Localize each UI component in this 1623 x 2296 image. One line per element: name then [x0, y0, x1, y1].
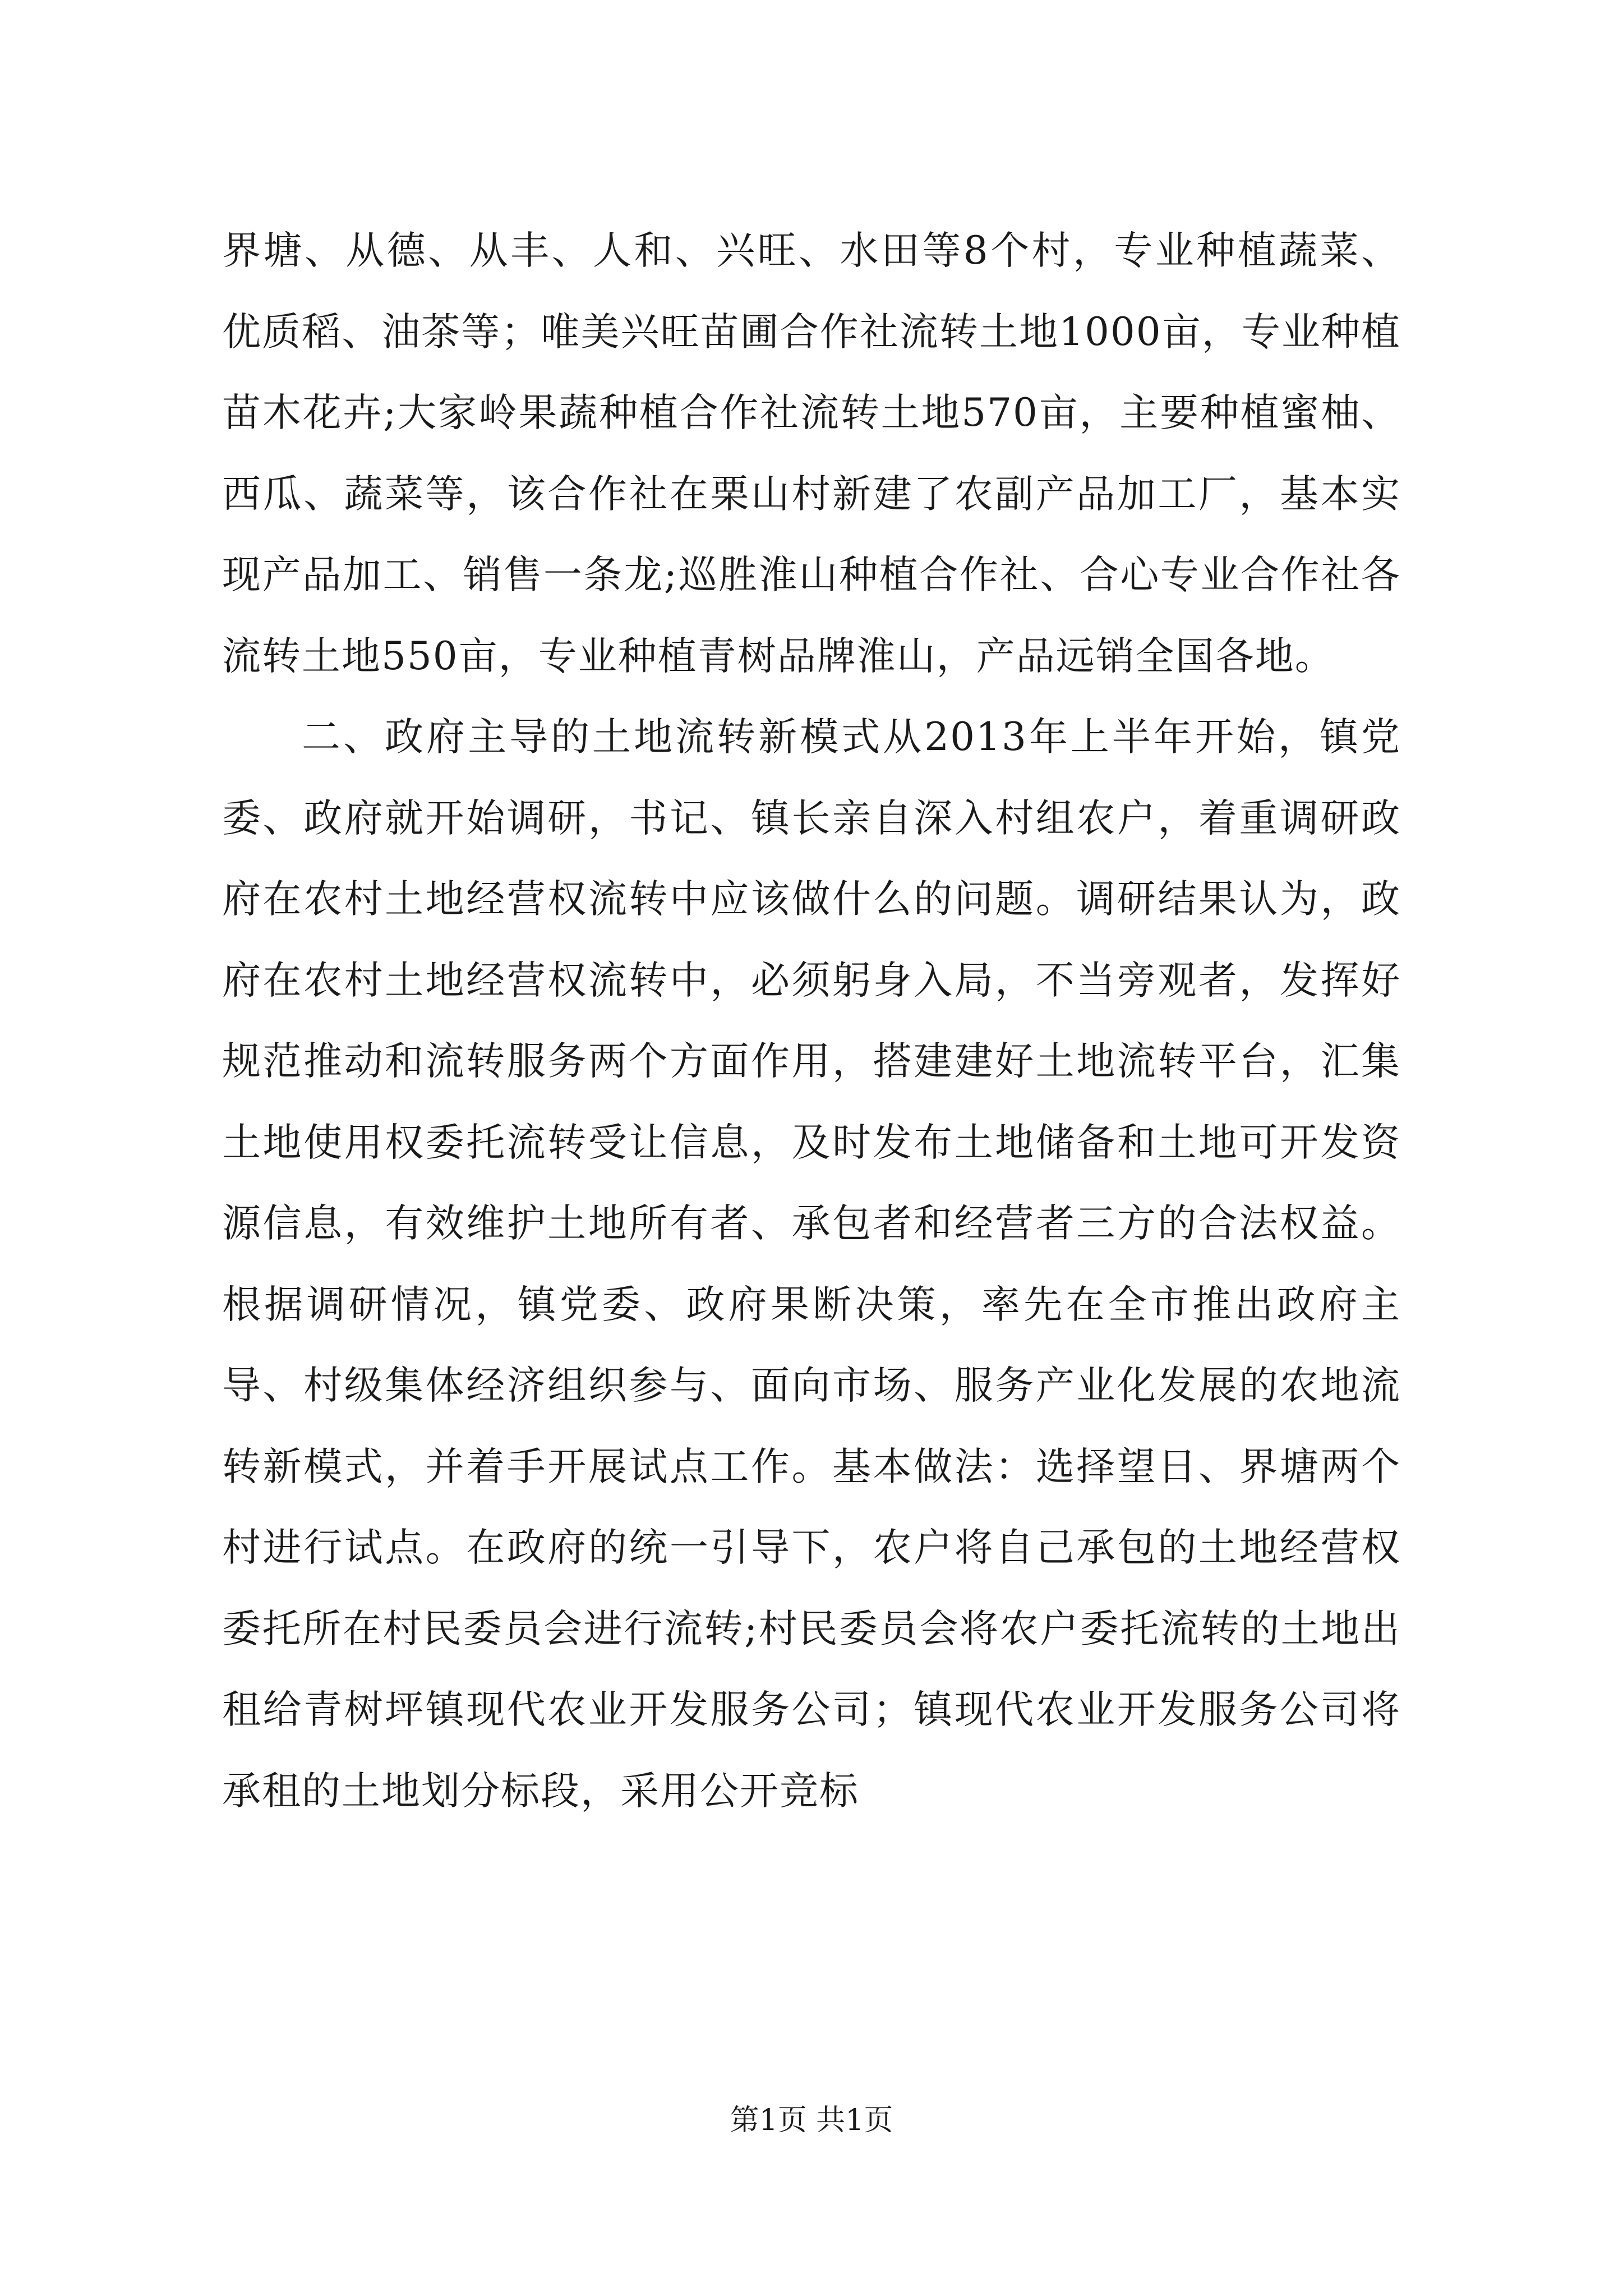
- paragraph-2: 二、政府主导的土地流转新模式从2013年上半年开始，镇党委、政府就开始调研，书记、镇长亲自深入村组农户，着重调研政府在农村土地经营权流转中应该做什么的问题。调研结果认为，政府在农村土地经营权流转中，必须躬身入局，不当旁观者，发挥好规范推动和流转服务两个方面作用，搭建建好土地流转平台，汇集土地使用权委托流转受让信息，及时发布土地储备和土地可开发资源信息，有效维护土地所有者、承包者和经营者三方的合法权益。根据调研情况，镇党委、政府果断决策，率先在全市推出政府主导、村级集体经济组织参与、面向市场、服务产业化发展的农地流转新模式，并着手开展试点工作。基本做法：选择望日、界塘两个村进行试点。在政府的统一引导下，农户将自己承包的土地经营权委托所在村民委员会进行流转;村民委员会将农户委托流转的土地出租给青树坪镇现代农业开发服务公司；镇现代农业开发服务公司将承租的土地划分标段，采用公开竞标: [222, 715, 1401, 1814]
- page-footer: 第1页 共1页: [730, 2104, 893, 2137]
- document-body: [222, 210, 1401, 1832]
- paragraph-1: 界塘、从德、从丰、人和、兴旺、水田等8个村，专业种植蔬菜、优质稻、油茶等；唯美兴旺苗圃合作社流转土地1000亩，专业种植苗木花卉;大家岭果蔬种植合作社流转土地570亩，主要种植蜜柚、西瓜、蔬菜等，该合作社在栗山村新建了农副产品加工厂，基本实现产品加工、销售一条龙;巡胜淮山种植合作社、合心专业合作社各流转土地550亩，专业种植青树品牌淮山，产品远销全国各地。: [222, 228, 1401, 679]
